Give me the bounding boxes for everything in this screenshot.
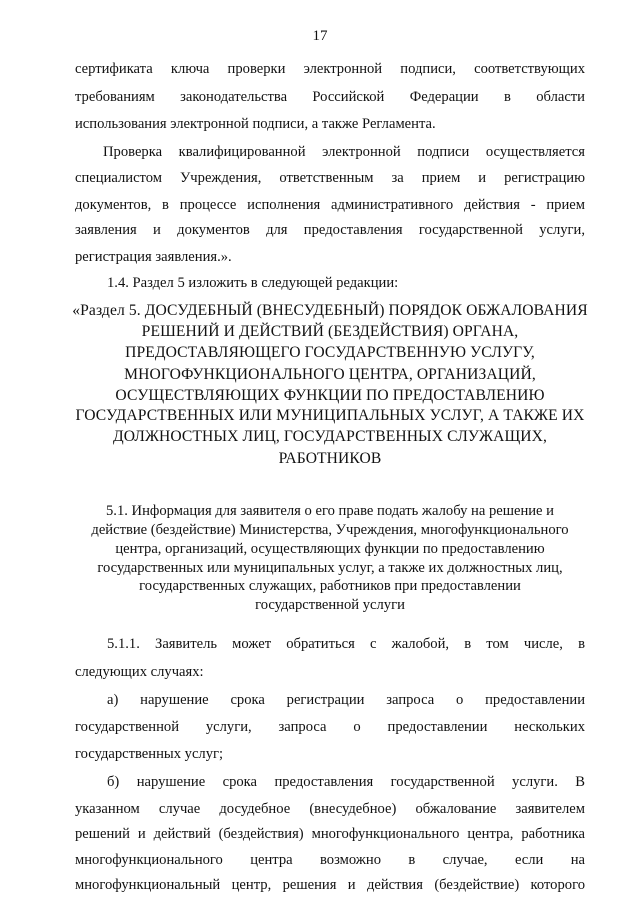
section-heading-line: РАБОТНИКОВ	[278, 450, 382, 467]
paragraph-line: б) нарушение срока предоставления государственной услуги. В	[107, 774, 585, 790]
section-heading-line: МНОГОФУНКЦИОНАЛЬНОГО ЦЕНТРА, ОРГАНИЗАЦИЙ,	[124, 366, 536, 383]
paragraph-line: государственных услуг;	[75, 746, 224, 762]
paragraph-line: документов, в процессе исполнения административного действия - прием	[75, 197, 585, 213]
paragraph-line: заявления и документов для предоставления государственной услуги,	[75, 222, 585, 238]
paragraph-line: использования электронной подписи, а также Регламента.	[75, 116, 436, 132]
paragraph-line: 5.1. Информация для заявителя о его праве подать жалобу на решение и	[106, 503, 554, 519]
paragraph-line: следующих случаях:	[75, 664, 204, 680]
paragraph-line: требованиям законодательства Российской Федерации в области	[75, 89, 585, 105]
paragraph-line: регистрация заявления.».	[75, 249, 232, 265]
paragraph-line: решений и действий (бездействия) многофункционального центра, работника	[75, 826, 585, 842]
paragraph-line: государственных служащих, работников при предоставлении	[139, 578, 521, 594]
section-heading-line: ДОЛЖНОСТНЫХ ЛИЦ, ГОСУДАРСТВЕННЫХ СЛУЖАЩИХ,	[112, 428, 548, 445]
paragraph-line: многофункционального центра возможно в случае, если на	[75, 852, 585, 868]
section-heading-line: ГОСУДАРСТВЕННЫХ ИЛИ МУНИЦИПАЛЬНЫХ УСЛУГ, А ТАКЖЕ ИХ	[75, 407, 585, 424]
paragraph-line: многофункциональный центр, решения и действия (бездействие) которого	[75, 877, 585, 893]
paragraph-line: государственной услуги, запроса о предоставлении нескольких	[75, 719, 585, 735]
paragraph-line: 1.4. Раздел 5 изложить в следующей редакции:	[107, 275, 399, 291]
paragraph-line: Проверка квалифицированной электронной подписи осуществляется	[103, 144, 585, 160]
paragraph-line: а) нарушение срока регистрации запроса о предоставлении	[107, 692, 585, 708]
section-heading-line: РЕШЕНИЙ И ДЕЙСТВИЙ (БЕЗДЕЙСТВИЯ) ОРГАНА,	[141, 323, 519, 340]
section-heading-line: ОСУЩЕСТВЛЯЮЩИХ ФУНКЦИИ ПО ПРЕДОСТАВЛЕНИЮ	[115, 387, 545, 404]
paragraph-line: специалистом Учреждения, ответственным за прием и регистрацию	[75, 170, 585, 186]
paragraph-line: 5.1.1. Заявитель может обратиться с жалобой, в том числе, в	[107, 636, 585, 652]
paragraph-line: сертификата ключа проверки электронной подписи, соответствующих	[75, 61, 585, 77]
paragraph-line: указанном случае досудебное (внесудебное) обжалование заявителем	[75, 801, 585, 817]
paragraph-line: государственной услуги	[255, 597, 405, 613]
paragraph-line: государственных или муниципальных услуг, а также их должностных лиц,	[97, 560, 563, 576]
paragraph-line: центра, организаций, осуществляющих функции по предоставлению	[115, 541, 545, 557]
section-heading-line: ПРЕДОСТАВЛЯЮЩЕГО ГОСУДАРСТВЕННУЮ УСЛУГУ,	[125, 344, 535, 361]
paragraph-line: действие (бездействие) Министерства, Учреждения, многофункционального	[91, 522, 569, 538]
section-heading-line: «Раздел 5. ДОСУДЕБНЫЙ (ВНЕСУДЕБНЫЙ) ПОРЯДОК ОБЖАЛОВАНИЯ	[72, 302, 588, 319]
page-number: 17	[312, 28, 328, 44]
